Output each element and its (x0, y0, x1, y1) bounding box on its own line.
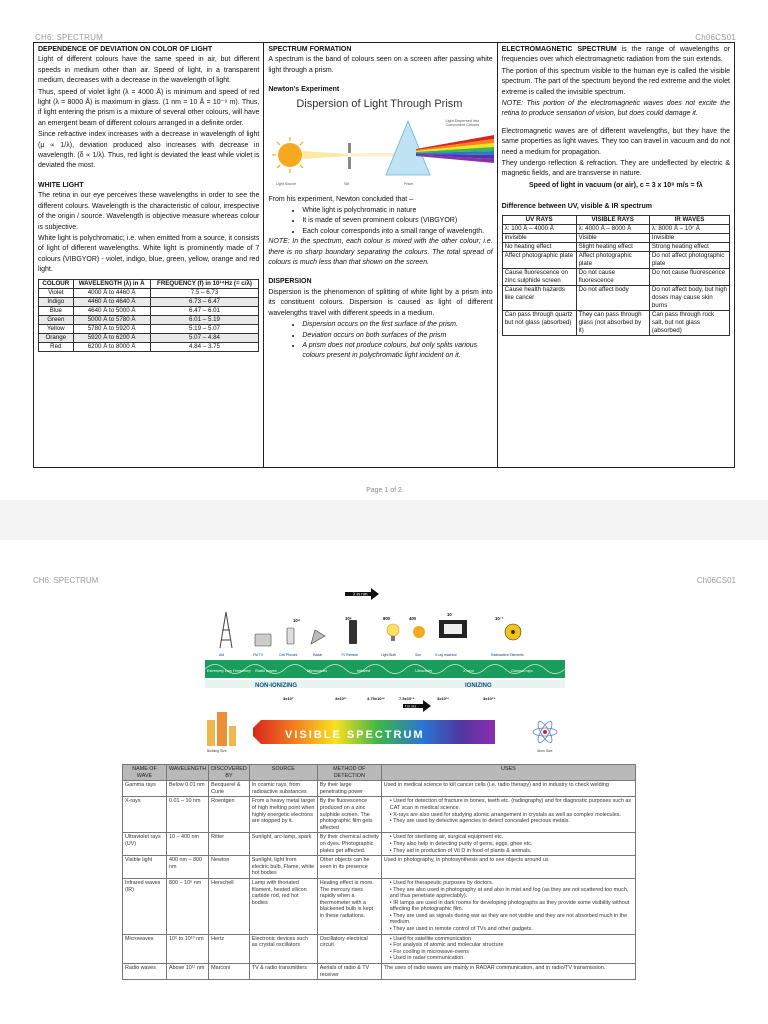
light-source-sun-icon (278, 143, 302, 167)
uses-item: • Used for therapeutic purposes by doctors. (390, 880, 633, 887)
table-cell-uses (381, 934, 635, 963)
table-row (39, 297, 259, 306)
table-cell-name: Gamma rays (123, 781, 167, 797)
table-cell-name: Infrared waves (IR) (123, 878, 167, 934)
table-cell: Affect photographic plate (576, 251, 649, 268)
non-ionizing-label: NON-IONIZING (255, 683, 297, 689)
subheading-difference: Difference between UV, visible & IR spectrum (501, 203, 652, 211)
table-cell-wl: 800 – 10⁶ nm (167, 878, 209, 934)
wavelength-label: 10⁻² (495, 616, 504, 621)
table-cell: Do not affect body, but high doses may cause skin burns (649, 285, 729, 310)
table-cell: 4.84 – 3.75 (150, 342, 259, 351)
table-cell: Blue (39, 306, 74, 315)
wavelength-label: 400 (409, 616, 416, 621)
table-cell: 4000 Å to 4460 Å (73, 288, 150, 297)
table-cell: 4640 Å to 5000 Å (73, 306, 150, 315)
table-cell: 6.73 – 6.47 (150, 297, 259, 306)
list-item: • White light is polychromatic in nature (302, 206, 492, 216)
table-cell: Invisible (649, 233, 729, 242)
tv-remote-icon (349, 620, 357, 644)
table-row (39, 342, 259, 351)
paragraph: From his experiment, Newton concluded that – (268, 195, 414, 203)
table-header: SOURCE (249, 765, 317, 781)
band-label: Microwaves (307, 669, 328, 673)
source-label: Light Bulb (381, 653, 397, 657)
uses-text: Used in photography, in photosynthesis and to see objects around us (383, 857, 549, 864)
uses-item: • For analysis of atomic and molecular structure (390, 942, 633, 949)
uses-list (384, 880, 633, 933)
building-size-icon (207, 712, 236, 746)
table-cell-by: Hertz (209, 934, 250, 963)
uses-item: • Used for satellite communication (390, 936, 633, 943)
section-title-dispersion: DISPERSION (268, 278, 312, 286)
running-header-right: Ch06CS01 (696, 576, 736, 585)
list-item: • Each colour corresponds into a small range of wavelength. (302, 227, 492, 237)
table-cell-wl: 10 – 400 nm (167, 833, 209, 856)
table-header: COLOUR (39, 279, 74, 288)
table-row (502, 233, 729, 242)
paragraph: Electromagnetic waves are of different wavelengths, but they have the same properties as light waves. They too can travel in vacuum and do not need a medium for propagation. (501, 127, 730, 156)
paragraph: Since refractive index increases with a decrease in wavelength of light (μ ∝ 1/λ), deviation produced also increases with decrease in wavelength. (δ ∝ 1/λ). Thus, red light is deviated the least while violet is deviated the most. (38, 131, 260, 170)
table-cell: 5000 Å to 5780 Å (73, 315, 150, 324)
table-cell: Cause health hazards like cancer (502, 285, 576, 310)
table-header: IR WAVES (649, 215, 729, 224)
band-label: Infrared (357, 669, 371, 673)
frequency-label: 3x10¹¹ (335, 696, 347, 701)
running-header-left: CH6: SPECTRUM (33, 576, 99, 585)
table-header: FREQUENCY (f) in 10¹⁴Hz (= c/λ) (150, 279, 259, 288)
page-gap (0, 500, 768, 540)
fig-label-dispersed: Light Dispersed Into Component Colours (445, 118, 480, 128)
table-row (123, 856, 636, 879)
table-row (39, 288, 259, 297)
ionizing-label: IONIZING (465, 683, 492, 689)
list-item: • Deviation occurs on both surfaces of the prism (302, 331, 492, 341)
table-cell: No heating effect (502, 242, 576, 251)
table-cell-name: X-rays (123, 797, 167, 833)
table-cell: Visible (576, 233, 649, 242)
source-label: AM (219, 653, 225, 657)
slit-bottom (348, 157, 351, 169)
atom-size-label: Atom Size (537, 749, 553, 753)
section-title-em-spectrum: ELECTROMAGNETIC SPECTRUM (501, 46, 617, 53)
page-1 (0, 0, 768, 500)
em-waves-table (122, 764, 636, 980)
table-cell-wl: 400 nm – 800 nm (167, 856, 209, 879)
list-item: • It is made of seven prominent colours (VIBGYOR) (302, 216, 492, 226)
table-cell-source: TV & radio transmitters (249, 964, 317, 980)
uses-item: • X-rays are also used for studying atomic arrangement in crystals as well as complex molecules. (390, 812, 633, 819)
uses-item: • For cooling in microwave-ovens (390, 949, 633, 956)
frequency-label: 3x10⁷ (283, 696, 294, 701)
page-number: Page 1 of 2 (366, 487, 402, 494)
table-cell: 6.47 – 6.01 (150, 306, 259, 315)
band-label: X-rays (463, 669, 474, 673)
table-cell-uses (381, 856, 635, 879)
table-cell: Do not cause fluorescence (576, 268, 649, 285)
table-cell: Affect photographic plate (502, 251, 576, 268)
uses-item: • Used in radar communication. (390, 955, 633, 962)
table-row (123, 878, 636, 934)
table-cell: 6.01 – 5.19 (150, 315, 259, 324)
running-header-right: Ch06CS01 (695, 33, 736, 42)
source-icons (220, 612, 521, 648)
uses-item: • They are also used in photography at and also in mist and fog (as they are not scattered too much, and thus penetrate appreciably). (390, 887, 633, 900)
uses-text: The uses of radio waves are mainly in RADAR communication, and in radio/TV transmission. (383, 965, 606, 972)
table-cell: Yellow (39, 324, 74, 333)
table-row (502, 242, 729, 251)
uses-item: • They aid in production of Vit D in food of plants & animals. (390, 848, 633, 855)
table-cell-uses (381, 781, 635, 797)
uses-text: Used in medical science to kill cancer cells (i.e. radio therapy) and in industry to check welding (383, 782, 609, 789)
table-cell: Can pass through quartz but not glass (absorbed) (502, 310, 576, 335)
table-cell: 5.19 – 5.07 (150, 324, 259, 333)
band-label: Extremely Low Frequency (207, 669, 251, 673)
table-cell-by: Roentgen (209, 797, 250, 833)
table-cell-method: Heating effect is more. The mercury rises rapidly when a thermometer with a blackened bulb is kept in these radiations. (317, 878, 381, 934)
uses-item: • They are used in remote control of TVs and other gadgets. (390, 926, 633, 933)
table-cell: Indigo (39, 297, 74, 306)
note: NOTE: In the spectrum, each colour is mixed with the other colour; i.e. there is no sharp boundary separating the colours. The total spread of colours is much less than that shown on the screen. (268, 238, 493, 267)
table-cell-by: Newton (209, 856, 250, 879)
running-header-left: CH6: SPECTRUM (35, 33, 103, 42)
table-header: WAVELENGTH (λ) in Å (73, 279, 150, 288)
table-header: UV RAYS (502, 215, 576, 224)
wavelength-label: 800 (383, 616, 390, 621)
source-label: X-ray machine (435, 653, 457, 657)
table-row (123, 781, 636, 797)
table-row (502, 310, 729, 335)
table-cell-name: Visible light (123, 856, 167, 879)
table-cell-source: In cosmic rays, from radioactive substances (249, 781, 317, 797)
paragraph: Thus, speed of violet light (λ = 4000 Å) is minimum and speed of red light (λ = 8000 Å) is maximum in glass. (1 nm = 10 Å = 10⁻⁹ m). Thus, if light entering the prism is a mixture of several other colours, will have an emergent beam of different colours arranged in a definite order. (38, 88, 260, 127)
uses-item: • They are used by detective agencies to detect concealed precious metals. (390, 818, 633, 825)
table-cell-method: By the fluorescence produced on a zinc sulphide screen. The photographic film gets affected (317, 797, 381, 833)
lambda-label: λ in nm (353, 591, 368, 597)
uses-item: • They are used as signals during war as they are not visible and they are not absorbed much in the medium. (390, 913, 633, 926)
wavelength-label: 10⁸ (345, 616, 352, 621)
table-header: METHOD OF DETECTION (317, 765, 381, 781)
source-label: TV Remote (341, 653, 359, 657)
note: NOTE: This portion of the electromagnetic waves does not excite the retina to produce sensation of vision, but does could damage it. (501, 100, 730, 118)
table-row (502, 224, 729, 233)
table-header: USES (381, 765, 635, 781)
table-cell-method: By their chemical activity on dyes. Photographic plates get affected. (317, 833, 381, 856)
atom-icon (533, 720, 557, 745)
table-row (123, 964, 636, 980)
table-cell-method: Other objects can be seen in its presence (317, 856, 381, 879)
source-label: Sun (415, 653, 422, 657)
table-cell-by: Marconi (209, 964, 250, 980)
uses-item: • IR lamps are used in dark rooms for developing photographs as they provide some visibility without affecting the photographic film. (390, 900, 633, 913)
fig-label-prism: Prism (404, 181, 414, 186)
fig-label-source: Light Source (276, 181, 297, 186)
table-cell-source: Lamp with thoriated filament, heated silicon carbide rod, red hot bodies (249, 878, 317, 934)
table-cell-uses (381, 833, 635, 856)
speed-of-light: Speed of light in vacuum (or air), c = 3 x 10⁸ m/s = fλ (528, 181, 703, 189)
section-title-white-light: WHITE LIGHT (38, 181, 84, 189)
light-bulb-icon (387, 624, 399, 636)
table-cell-uses (381, 878, 635, 934)
frequency-label: 3x10¹⁹ (483, 696, 496, 701)
table-row (502, 285, 729, 310)
table-row (123, 934, 636, 963)
tv-icon (255, 634, 271, 646)
em-waves-table-wrap (122, 764, 636, 980)
band-label: Gamma rays (511, 669, 533, 673)
column-deviation (34, 43, 264, 467)
frequency-label: 7.5x10¹⁴ (399, 696, 415, 701)
table-cell: They can pass through glass (not absorbed by it) (576, 310, 649, 335)
table-cell-by: Becquerel & Curie (209, 781, 250, 797)
colour-wavelength-table (38, 279, 259, 352)
dispersion-list (268, 320, 492, 362)
table-cell: Do not affect photographic plate (649, 251, 729, 268)
table-cell-wl: Below 0.01 nm (167, 781, 209, 797)
section-title-spectrum-formation: SPECTRUM FORMATION (268, 46, 352, 53)
list-item: • A prism does not produce colours, but only splits various colours present in polychromatic light incident on it. (302, 341, 492, 362)
table-cell: Red (39, 342, 74, 351)
table-row (39, 306, 259, 315)
table-cell: 7.5 – 6.73 (150, 288, 259, 297)
table-cell: Can pass through rock salt, but not glass (absorbed) (649, 310, 729, 335)
table-cell: 5920 Å to 6200 Å (73, 333, 150, 342)
paragraph: The retina in our eye perceives these wavelengths in order to see the different colours. Wavelength is the characteristic of colour, irrespective of the origin / source. Wavelength is objective measure whereas colour is subjective. (38, 192, 260, 231)
table-cell-name: Radio waves (123, 964, 167, 980)
table-cell: Orange (39, 333, 74, 342)
frequency-label: 3.75x10¹⁴ (367, 696, 385, 701)
table-cell: λ: 8000 Å – 10⁷ Å (649, 224, 729, 233)
table-row (39, 324, 259, 333)
frequency-label: 3x10¹⁶ (437, 696, 450, 701)
fig-label-slit: Slit (344, 181, 350, 186)
table-cell: Strong heating effect (649, 242, 729, 251)
table-cell: 6200 Å to 8000 Å (73, 342, 150, 351)
source-label: Radioactive Elements (491, 653, 524, 657)
table-cell-name: Microwaves (123, 934, 167, 963)
em-spectrum-illustration (195, 580, 575, 758)
table-row (123, 797, 636, 833)
uses-item: • Used for sterilising air, surgical equipment etc. (390, 834, 633, 841)
table-row (39, 315, 259, 324)
table-cell: Slight heating effect (576, 242, 649, 251)
table-cell-by: Herschell (209, 878, 250, 934)
table-cell: Violet (39, 288, 74, 297)
radar-dish-icon (311, 630, 325, 644)
paragraph: White light is polychromatic; i.e. when emitted from a source, it consists of light of different wavelengths. White light is prominently made of 7 colours (VIBGYOR) - violet, indigo, blue, green, yellow, orange and red light. (38, 234, 260, 274)
cell-phone-icon (287, 628, 294, 644)
wavelength-label: 10 (447, 612, 452, 617)
table-cell-method: By their large penetrating power (317, 781, 381, 797)
table-cell-by: Ritter (209, 833, 250, 856)
sun-icon (413, 626, 425, 638)
table-cell-method: Oscillatory electrical circuit (317, 934, 381, 963)
table-row (39, 333, 259, 342)
uv-visible-ir-table (502, 215, 730, 336)
figure-title: Dispersion of Light Through Prism (296, 97, 463, 110)
table-header: NAME OF WAVE (123, 765, 167, 781)
table-cell: Do not affect body (576, 285, 649, 310)
table-cell: 5.07 – 4.84 (150, 333, 259, 342)
newton-conclusions-list (268, 206, 492, 237)
table-cell: Do not cause fluorescence (649, 268, 729, 285)
paragraph: Light of different colours have the same speed in air, but different speeds in medium other than air. Speed of light, in a transparent medium, decreases with a decrease in the wavelength of light. (38, 56, 260, 85)
wavelength-label: 10¹¹ (293, 618, 301, 623)
table-cell-uses (381, 964, 635, 980)
paragraph (502, 45, 730, 66)
frequency-unit-label: f in Hz (405, 703, 417, 709)
table-cell-wl: Above 10¹¹ nm (167, 964, 209, 980)
table-cell: Green (39, 315, 74, 324)
subheading-newton: Newton's Experiment (268, 86, 340, 94)
prism-figure (268, 99, 492, 191)
uses-item: • Used for detection of fracture in bones, teeth etc. (radiography) and for diagnostic purposes such as CAT scan in medical science. (390, 798, 633, 811)
light-beam (302, 151, 348, 159)
table-cell-source: Electronic devices such as crystal oscillators (249, 934, 317, 963)
source-label: Cell Phones (279, 653, 298, 657)
table-cell: invisible (502, 233, 576, 242)
band-label: Ultraviolet (415, 669, 432, 673)
column-spectrum-formation (264, 43, 497, 467)
table-cell-wl: 0.01 – 10 nm (167, 797, 209, 833)
table-cell: 4460 Å to 4640 Å (73, 297, 150, 306)
table-cell-wl: 10⁶ to 10¹⁰ nm (167, 934, 209, 963)
paragraph: They undergo reflection & refraction. They are undeflected by electric & magnetic fields, and are transverse in nature. (501, 160, 730, 178)
table-cell-source: Sunlight, arc-lamp, spark (249, 833, 317, 856)
uses-list (384, 798, 633, 824)
table-header: DISCOVERED BY (209, 765, 250, 781)
table-cell: λ: 100 Å – 4000 Å (502, 224, 576, 233)
table-header: VISIBLE RAYS (576, 215, 649, 224)
table-cell-source: From a heavy metal target of high melting point when highly energetic electrons are stopped by it. (249, 797, 317, 833)
table-header: WAVELENGTH (167, 765, 209, 781)
source-label: FM TV (253, 653, 264, 657)
three-column-frame (33, 42, 735, 468)
paragraph: A spectrum is the band of colours seen on a screen after passing white light through a prism. (268, 56, 493, 74)
slit-top (348, 143, 351, 153)
paragraph-text: is the range of wavelengths or frequencies over which electromagnetic radiation from the sun extends. (501, 46, 730, 64)
table-cell-source: Sunlight, light from electric bulb, Flame, white hot bodies (249, 856, 317, 879)
band-label: Radio waves (255, 669, 277, 673)
table-cell-name: Ultraviolet rays (UV) (123, 833, 167, 856)
table-cell: 5780 Å to 5920 Å (73, 324, 150, 333)
prism-dispersion-diagram (268, 99, 494, 191)
table-cell-uses (381, 797, 635, 833)
building-size-label: Building Size (207, 749, 227, 753)
table-cell-method: Aerials of radio & TV receiver (317, 964, 381, 980)
table-row (123, 833, 636, 856)
table-row (502, 251, 729, 268)
am-tower-icon (220, 612, 232, 648)
source-label: Radar (313, 653, 323, 657)
table-cell: λ: 4000 Å – 8000 Å (576, 224, 649, 233)
paragraph: The portion of this spectrum visible to the human eye is called the visible spectrum. The part of the spectrum beyond the red extreme and the violet extreme is called the invisible spectrum. (501, 67, 730, 96)
list-item: • Dispersion occurs on the first surface of the prism. (302, 320, 492, 330)
table-cell: Cause fluorescence on zinc sulphide screen (502, 268, 576, 285)
table-row (502, 268, 729, 285)
uses-list (384, 936, 633, 962)
uses-item: • They also help in detecting purity of gems, eggs, ghee etc. (390, 841, 633, 848)
white-beam (351, 153, 396, 156)
visible-spectrum-label: VISIBLE SPECTRUM (285, 729, 425, 741)
uses-list (384, 834, 633, 854)
column-em-spectrum (498, 43, 734, 467)
section-title-deviation: DEPENDENCE OF DEVIATION ON COLOR OF LIGHT (38, 46, 213, 53)
paragraph: Dispersion is the phenomenon of splitting of white light by a prism into its constituent colours. Dispersion is caused as light of different wavelengths travel with different speeds in a medium. (268, 288, 493, 317)
